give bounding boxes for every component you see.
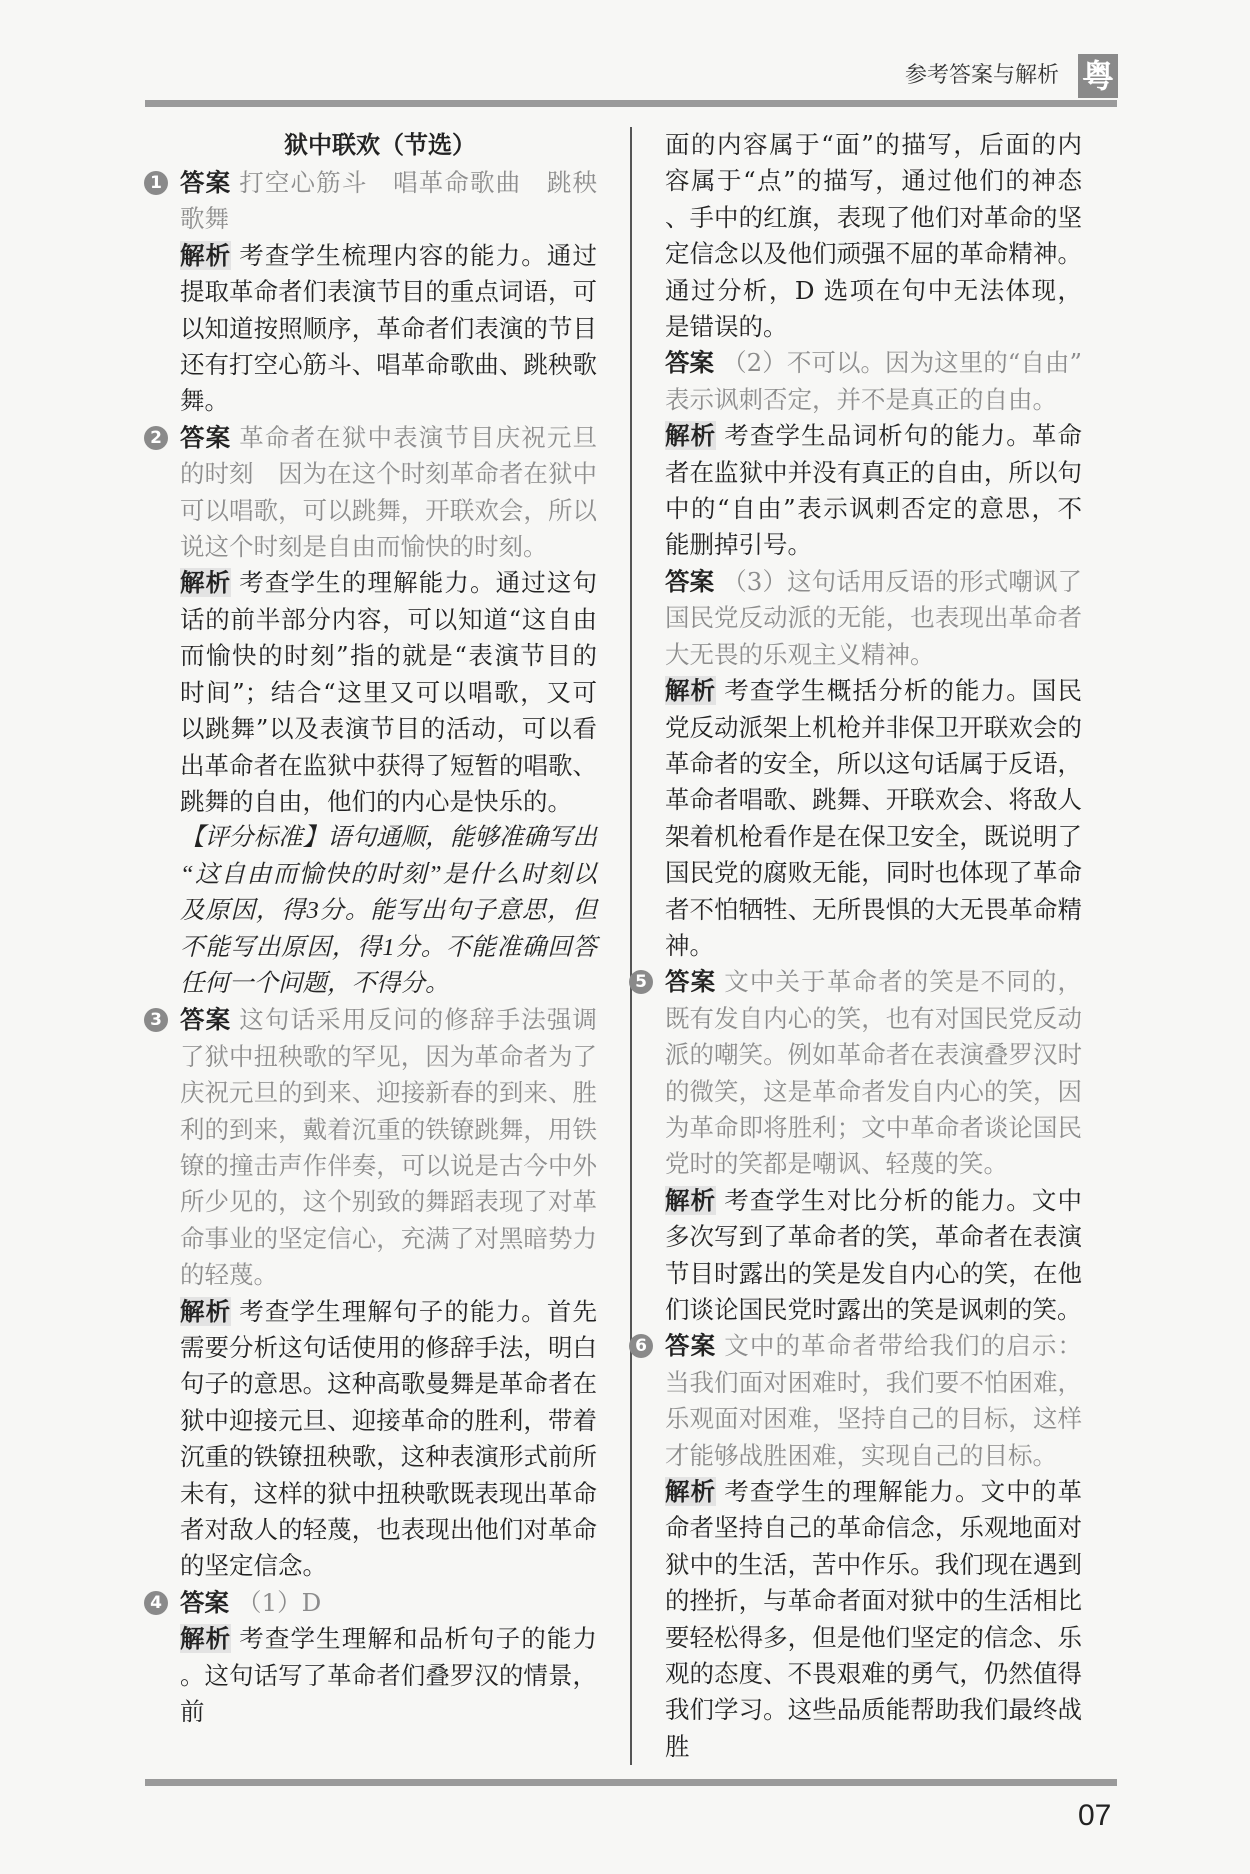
section-title: 狱中联欢（节选）: [284, 131, 476, 159]
page-number: 07: [1078, 1799, 1112, 1833]
question-number: 5: [629, 970, 653, 994]
analysis-text: 考查学生概括分析的能力。国民党反动派架上机枪并非保卫开联欢会的革命者的安全，所以这句话属于反语，革命者唱歌、跳舞、开联欢会、将敌人架着机枪看作是在保卫安全，既说明了国民党的腐败无能，同时也体现了革命者不怕牺牲、无所畏惧的大无畏革命精神。: [665, 676, 1083, 960]
content-area: [145, 127, 1117, 1765]
page-footer: [0, 1779, 1250, 1874]
analysis-text: 考查学生的理解能力。文中的革命者坚持自己的革命信念，乐观地面对狱中的生活，苦中作乐。我们现在遇到的挫折，与革命者面对狱中的生活相比要轻松得多，但是他们坚定的信念、乐观的态度、不畏艰难的勇气，仍然值得我们学习。这些品质能帮助我们最终战胜: [665, 1477, 1083, 1761]
analysis-label: 解析: [180, 1624, 232, 1654]
answer-text: （3）这句话用反语的形式嘲讽了国民党反动派的无能，也表现出革命者大无畏的乐观主义精神。: [665, 566, 1083, 669]
running-header: 参考答案与解析: [905, 63, 1060, 88]
question-6: [635, 1328, 1083, 1765]
answer-label: 答案: [180, 1005, 232, 1035]
answer-text: 打空心筋斗 唱革命歌曲 跳秧歌舞: [180, 168, 598, 234]
question-4: [150, 1585, 598, 1731]
scoring-criteria: 【评分标准】语句通顺，能够准确写出“这自由而愉快的时刻”是什么时刻以及原因，得3分。能写出句子意思，但不能写出原因，得1分。不能准确回答任何一个问题，不得分。: [180, 824, 597, 997]
question-number: 1: [144, 171, 168, 195]
answer-label: 答案: [665, 1331, 717, 1361]
answer-text: （1）D: [237, 1587, 322, 1617]
answer-text: 这句话采用反问的修辞手法强调了狱中扭秧歌的罕见，因为革命者为了庆祝元旦的到来、迎接新春的到来、胜利的到来，戴着沉重的铁镣跳舞，用铁镣的撞击声作伴奏，可以说是古今中外所少见的，这个别致的舞蹈表现了对革命事业的坚定信心，充满了对黑暗势力的轻蔑。: [180, 1005, 598, 1290]
answer-text: 文中关于革命者的笑是不同的，既有发自内心的笑，也有对国民党反动派的嘲笑。例如革命者在表演叠罗汉时的微笑，这是革命者发自内心的笑，因为革命即将胜利；文中革命者谈论国民党时的笑都是嘲讽、轻蔑的笑。: [665, 967, 1083, 1179]
answer-label: 答案: [180, 422, 232, 452]
header-rule: [145, 100, 1117, 107]
analysis-text: 考查学生理解句子的能力。首先需要分析这句话使用的修辞手法，明白句子的意思。这种高歌曼舞是革命者在狱中迎接元旦、迎接革命的胜利，带着沉重的铁镣扭秧歌，这种表演形式前所未有，这样的狱中扭秧歌既表现出革命者对敌人的轻蔑，也表现出他们对革命的坚定信念。: [180, 1296, 598, 1581]
analysis-label: 解析: [665, 421, 717, 451]
question-number: 3: [144, 1008, 168, 1032]
answer-label: 答案: [665, 348, 715, 378]
analysis-label: 解析: [180, 240, 232, 270]
answer-label: 答案: [180, 1587, 229, 1617]
answer-text: 文中的革命者带给我们的启示：当我们面对困难时，我们要不怕困难，乐观面对困难，坚持自己的目标，这样才能够战胜困难，实现自己的目标。: [665, 1331, 1083, 1470]
region-badge: 粤: [1078, 54, 1118, 98]
analysis-continuation: 面的内容属于“面”的描写，后面的内容属于“点”的描写，通过他们的神态、手中的红旗，表现了他们对革命的坚定信念以及他们顽强不屈的革命精神。通过分析，D 选项在句中无法体现，是错误的。: [665, 130, 1082, 342]
analysis-text: 考查学生对比分析的能力。文中多次写到了革命者的笑，革命者在表演节目时露出的笑是发自内心的笑，在他们谈论国民党时露出的笑是讽刺的笑。: [665, 1185, 1083, 1324]
question-2: [150, 420, 598, 1003]
question-number: 6: [629, 1334, 653, 1358]
left-column-wrapper: [145, 127, 615, 1765]
answer-label: 答案: [180, 168, 232, 197]
analysis-label: 解析: [665, 676, 717, 706]
analysis-text: 考查学生理解和品析句子的能力。这句话写了革命者们叠罗汉的情景，前: [180, 1624, 598, 1727]
question-number: 4: [144, 1591, 168, 1615]
question-1: [150, 165, 598, 420]
left-column: [150, 165, 598, 1730]
column-divider: [630, 127, 632, 1765]
footer-rule: [145, 1779, 1117, 1786]
page-header: [0, 54, 1250, 100]
right-column: [635, 127, 1083, 1765]
analysis-text: 考查学生梳理内容的能力。通过提取革命者们表演节目的重点词语，可以知道按照顺序，革命者们表演的节目还有打空心筋斗、唱革命歌曲、跳秧歌舞。: [180, 240, 598, 416]
answer-text: （2）不可以。因为这里的“自由”表示讽刺否定，并不是真正的自由。: [665, 348, 1083, 414]
question-3: [150, 1002, 598, 1585]
analysis-label: 解析: [665, 1477, 717, 1507]
question-5: [635, 964, 1083, 1328]
answer-label: 答案: [665, 566, 715, 596]
analysis-text: 考查学生品词析句的能力。革命者在监狱中并没有真正的自由，所以句中的“自由”表示讽刺否定的意思，不能删掉引号。: [665, 421, 1083, 560]
analysis-label: 解析: [180, 568, 232, 598]
analysis-label: 解析: [665, 1185, 717, 1215]
analysis-label: 解析: [180, 1296, 232, 1326]
answer-label: 答案: [665, 967, 717, 997]
answer-text: 革命者在狱中表演节目庆祝元旦的时刻 因为在这个时刻革命者在狱中可以唱歌，可以跳舞，开联欢会，所以说这个时刻是自由而愉快的时刻。: [180, 422, 598, 562]
analysis-text: 考查学生的理解能力。通过这句话的前半部分内容，可以知道“这自由而愉快的时刻”指的就是“表演节目的时间”；结合“这里又可以唱歌，又可以跳舞”以及表演节目的活动，可以看出革命者在监狱中获得了短暂的唱歌、跳舞的自由，他们的内心是快乐的。: [180, 568, 598, 816]
question-number: 2: [144, 426, 168, 450]
